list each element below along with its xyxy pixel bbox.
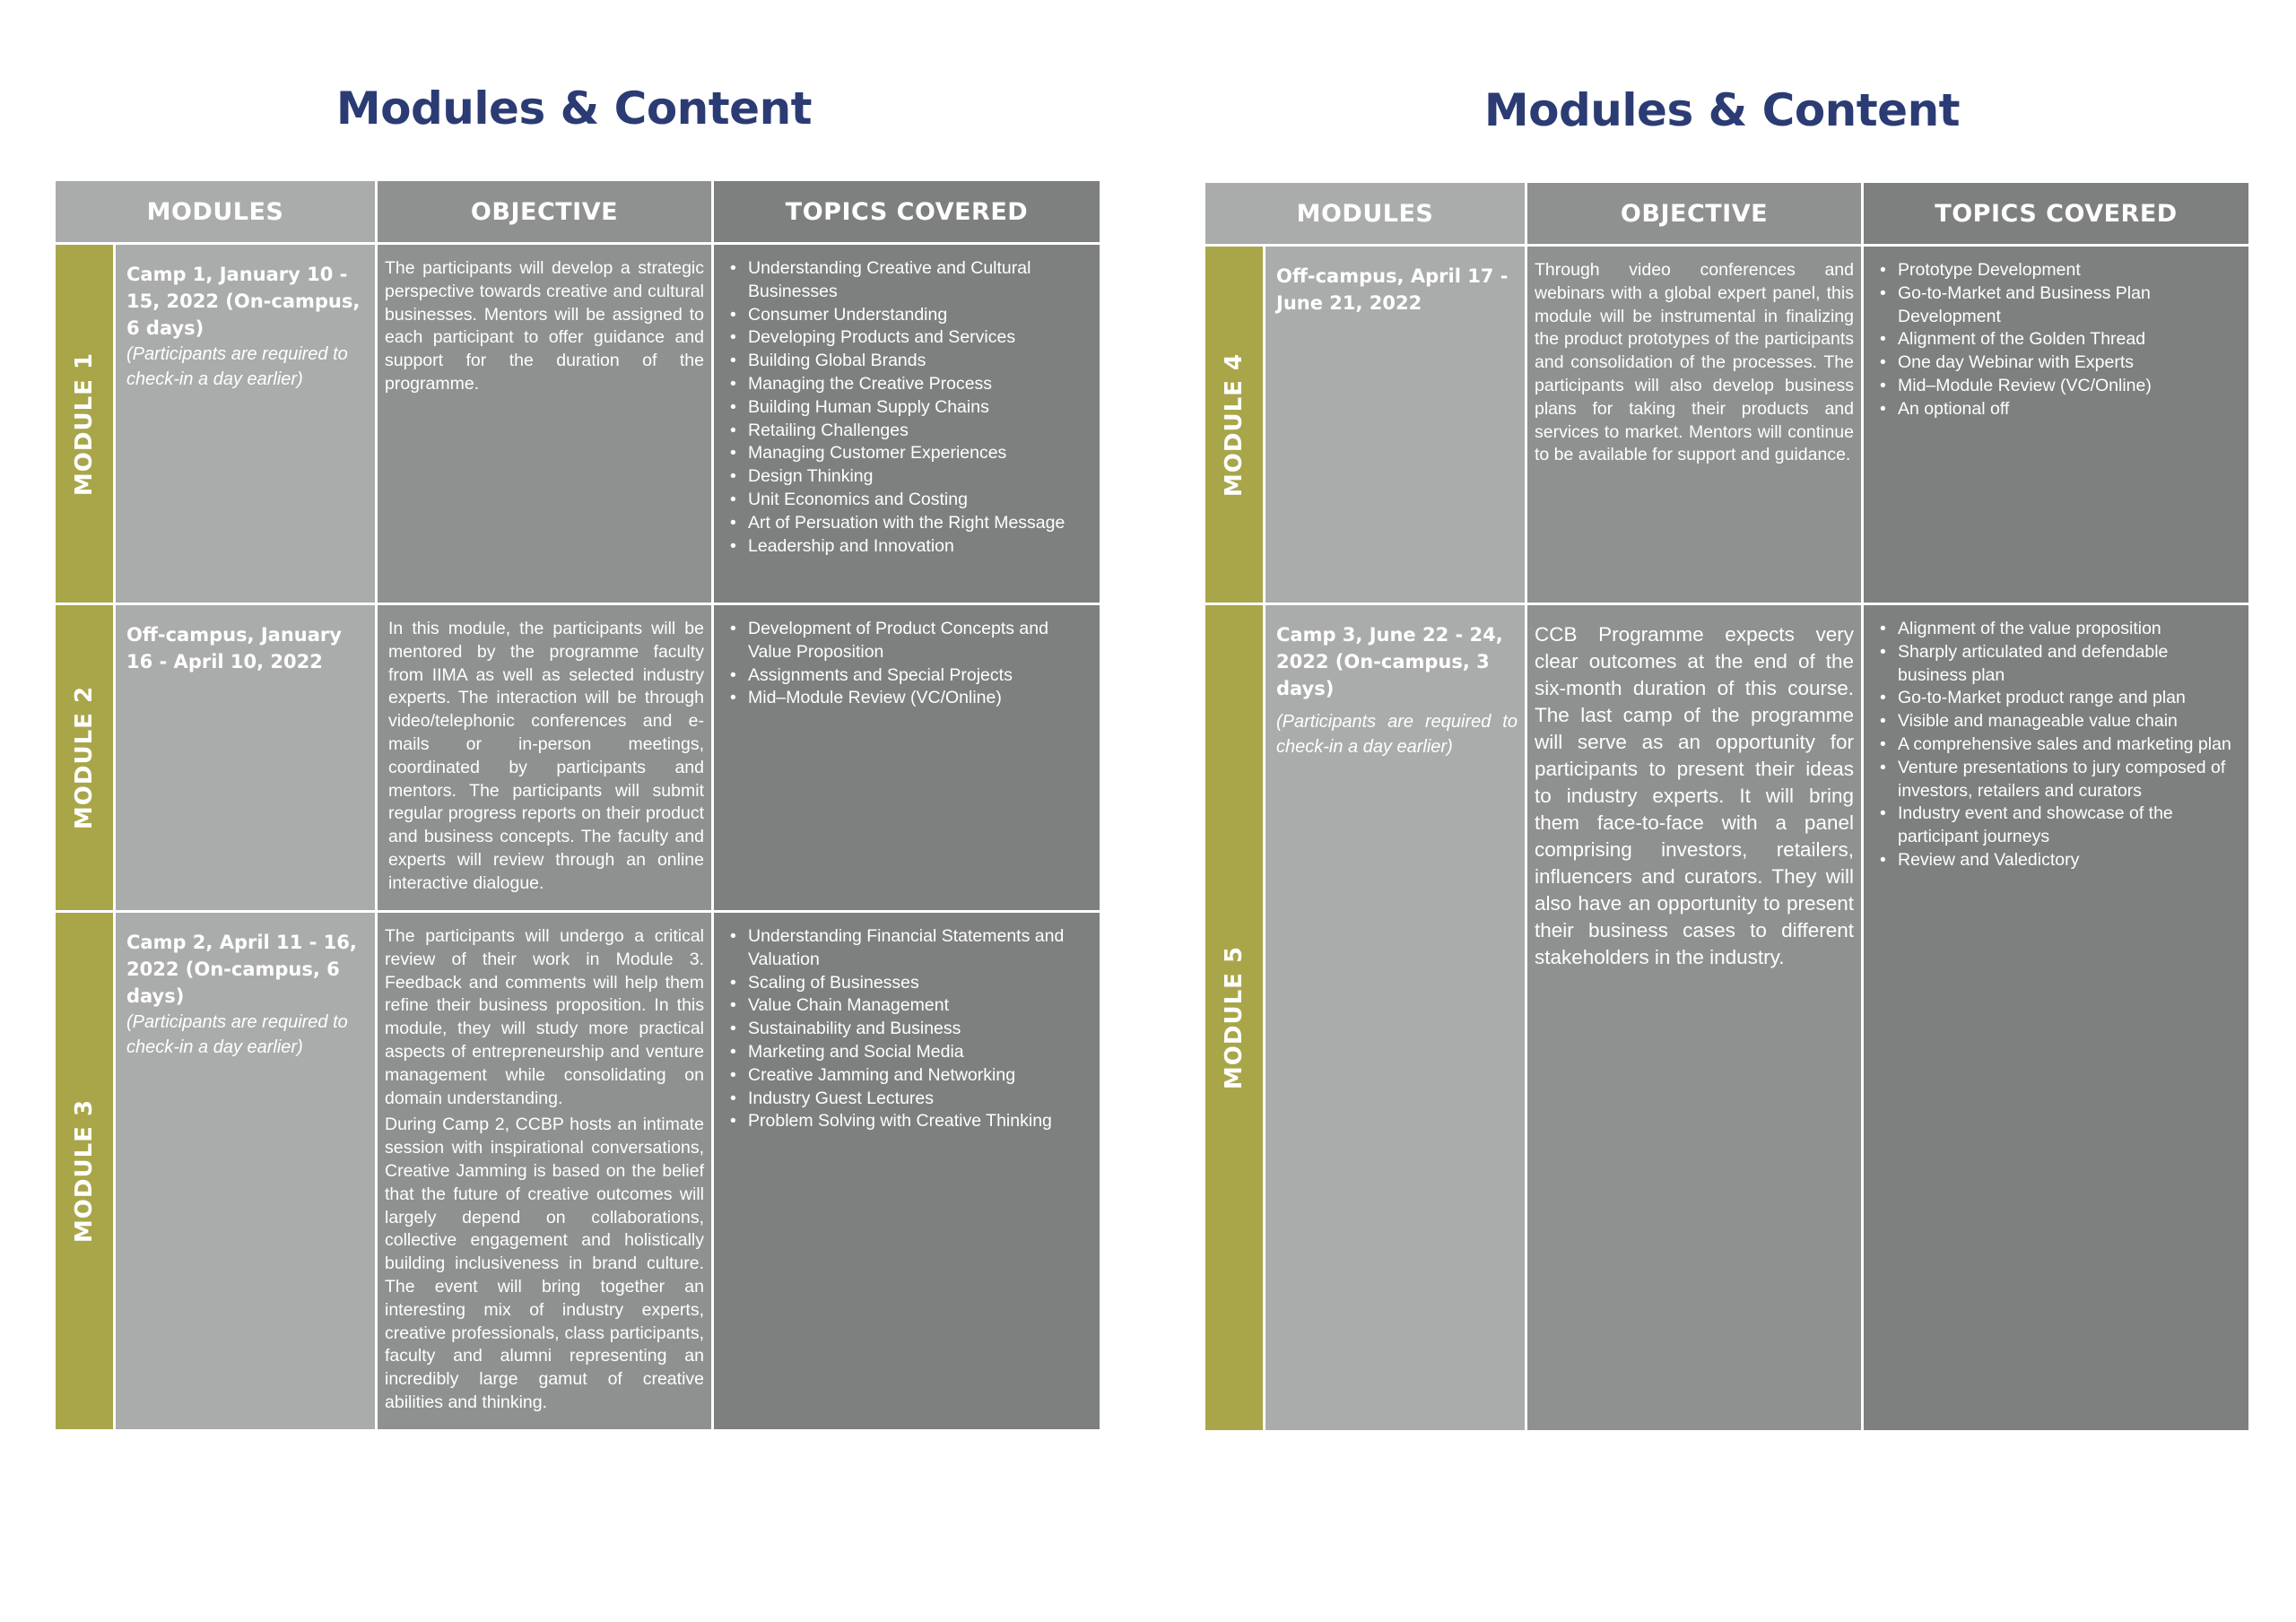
list-item: • Understanding Creative and Cultural Businesses: [728, 257, 1091, 304]
page-title: Modules & Content: [1483, 84, 1961, 136]
topics-cell: [714, 245, 1100, 603]
list-item: • Assignments and Special Projects: [728, 664, 1091, 688]
list-item: • One day Webinar with Experts: [1878, 351, 2239, 375]
list-item: • Industry Guest Lectures: [728, 1088, 1091, 1111]
objective-cell: [378, 605, 711, 910]
module-cell: [1265, 247, 1525, 603]
header-topics: TOPICS COVERED: [714, 181, 1100, 242]
module-label: MODULE 5: [1221, 945, 1248, 1090]
objective-text: Through video conferences and webinars with a global expert panel, this module will be instrumental in finalizing the product prototypes of the participants and consolidation of the processes. The participants will also develop business plans for taking their products and services to market. Mentors will continue to be available for support and guidance.: [1535, 260, 1854, 465]
list-item: • Managing the Creative Process: [728, 373, 1091, 396]
session-note: (Participants are required to check-in a day earlier): [126, 344, 348, 389]
table-header: [1205, 183, 2248, 244]
list-item: • Developing Products and Services: [728, 326, 1091, 350]
module-label-bar: [1205, 605, 1263, 1430]
list-item: • Visible and manageable value chain: [1878, 710, 2239, 733]
objective-cell: [1527, 247, 1861, 603]
list-item: • Value Chain Management: [728, 994, 1091, 1018]
session-title: Off-campus, January 16 - April 10, 2022: [126, 624, 342, 672]
topics-list: [728, 925, 1091, 1133]
list-item: • Consumer Understanding: [728, 304, 1091, 327]
module-label-bar: [56, 245, 113, 603]
list-item: • Marketing and Social Media: [728, 1041, 1091, 1064]
topics-cell: [1864, 605, 2248, 1430]
list-item: • Problem Solving with Creative Thinking: [728, 1110, 1091, 1133]
list-item: • Creative Jamming and Networking: [728, 1064, 1091, 1088]
session-title: Camp 2, April 11 - 16, 2022 (On-campus, 6 days): [126, 932, 357, 1007]
list-item: • Design Thinking: [728, 465, 1091, 489]
objective-cell: [1527, 605, 1861, 1430]
list-item: • Scaling of Businesses: [728, 972, 1091, 995]
objective-text: The participants will undergo a critical review of their work in Module 3. Feedback and comments will help them refine their business proposition. In this module, they will study more practical aspects of entrepreneurship and venture management while consolidating on domain understanding.: [385, 926, 704, 1108]
header-objective: OBJECTIVE: [1527, 183, 1861, 244]
page-title: Modules & Content: [335, 82, 813, 134]
objective-text: During Camp 2, CCBP hosts an intimate session with inspirational conversations, Creative Jamming is based on the belief that the future of creative outcomes will largely depend on collaborations, collective engagement and holistically building inclusiveness in brand culture. The event will bring together an interesting mix of industry experts, creative professionals, class participants, faculty and alumni representing an incredibly large gamut of creative abilities and thinking.: [385, 1115, 704, 1412]
list-item: • Unit Economics and Costing: [728, 489, 1091, 512]
list-item: • Understanding Financial Statements and Valuation: [728, 925, 1091, 972]
table-header: [56, 181, 1100, 242]
list-item: • Prototype Development: [1878, 259, 2239, 282]
module-label: MODULE 2: [71, 685, 98, 830]
header-objective: OBJECTIVE: [378, 181, 711, 242]
topics-cell: [714, 913, 1100, 1429]
topics-list: [1878, 259, 2239, 421]
header-topics: TOPICS COVERED: [1864, 183, 2248, 244]
module-row: [1205, 605, 2248, 1430]
objective-cell: [378, 245, 711, 603]
topics-list: [1878, 618, 2239, 872]
list-item: • A comprehensive sales and marketing plan: [1878, 733, 2239, 757]
list-item: • Sharply articulated and defendable business plan: [1878, 641, 2239, 688]
module-label-bar: [56, 605, 113, 910]
topics-cell: [714, 605, 1100, 910]
objective-text: CCB Programme expects very clear outcomes at the end of the six-month duration of this course. The last camp of the programme will serve as an opportunity for participants to present their ideas to industry experts. It will bring them face-to-face with a panel comprising investors, retailers, influencers and curators. They will also have an opportunity to present their business cases to different stakeholders in the industry.: [1535, 623, 1854, 968]
list-item: • Go-to-Market and Business Plan Development: [1878, 282, 2239, 329]
module-row: [56, 245, 1100, 603]
list-item: • Development of Product Concepts and Value Proposition: [728, 618, 1091, 664]
list-item: • Building Human Supply Chains: [728, 396, 1091, 420]
list-item: • Industry event and showcase of the participant journeys: [1878, 802, 2239, 849]
module-label: MODULE 4: [1221, 352, 1248, 497]
module-label-bar: [1205, 247, 1263, 603]
modules-table: [56, 181, 1100, 1429]
objective-cell: [378, 913, 711, 1429]
list-item: • Alignment of the value proposition: [1878, 618, 2239, 641]
list-item: • Alignment of the Golden Thread: [1878, 328, 2239, 351]
list-item: • Review and Valedictory: [1878, 849, 2239, 872]
session-title: Camp 3, June 22 - 24, 2022 (On-campus, 3 days): [1276, 624, 1503, 699]
list-item: • Mid–Module Review (VC/Online): [1878, 375, 2239, 398]
session-note: (Participants are required to check-in a day earlier): [126, 1012, 348, 1057]
objective-text: The participants will develop a strategic perspective towards creative and cultural businesses. Mentors will be assigned to each participant to offer guidance and support for the duration of the programme.: [385, 258, 704, 394]
module-label: MODULE 1: [71, 351, 98, 496]
module-cell: [116, 245, 375, 603]
session-note: (Participants are required to check-in a day earlier): [1276, 712, 1518, 757]
topics-list: [728, 618, 1091, 710]
list-item: • Venture presentations to jury composed of investors, retailers and curators: [1878, 757, 2239, 803]
list-item: • Retailing Challenges: [728, 420, 1091, 443]
module-row: [1205, 247, 2248, 603]
list-item: • An optional off: [1878, 398, 2239, 421]
session-title: Off-campus, April 17 - June 21, 2022: [1276, 265, 1509, 314]
module-cell: [116, 605, 375, 910]
topics-cell: [1864, 247, 2248, 603]
module-cell: [116, 913, 375, 1429]
header-modules: MODULES: [1205, 183, 1525, 244]
module-cell: [1265, 605, 1525, 1430]
list-item: • Art of Persuation with the Right Message: [728, 512, 1091, 535]
list-item: • Managing Customer Experiences: [728, 442, 1091, 465]
list-item: • Leadership and Innovation: [728, 535, 1091, 559]
module-row: [56, 605, 1100, 910]
right-page: [1148, 0, 2296, 1622]
session-title: Camp 1, January 10 - 15, 2022 (On-campus, 6 days): [126, 264, 361, 339]
list-item: • Go-to-Market product range and plan: [1878, 687, 2239, 710]
topics-list: [728, 257, 1091, 558]
module-row: [56, 913, 1100, 1429]
list-item: • Mid–Module Review (VC/Online): [728, 687, 1091, 710]
module-label: MODULE 3: [71, 1098, 98, 1244]
header-modules: MODULES: [56, 181, 375, 242]
module-label-bar: [56, 913, 113, 1429]
list-item: • Sustainability and Business: [728, 1018, 1091, 1041]
list-item: • Building Global Brands: [728, 350, 1091, 373]
objective-text: In this module, the participants will be mentored by the programme faculty from IIMA as well as selected industry experts. The interaction will be through video/telephonic conferences and e-mails or in-person meetings, coordinated by participants and mentors. The participants will submit regular progress reports on their product and business concepts. The faculty and experts will review through an online interactive dialogue.: [388, 619, 704, 893]
modules-table: [1205, 183, 2248, 1430]
